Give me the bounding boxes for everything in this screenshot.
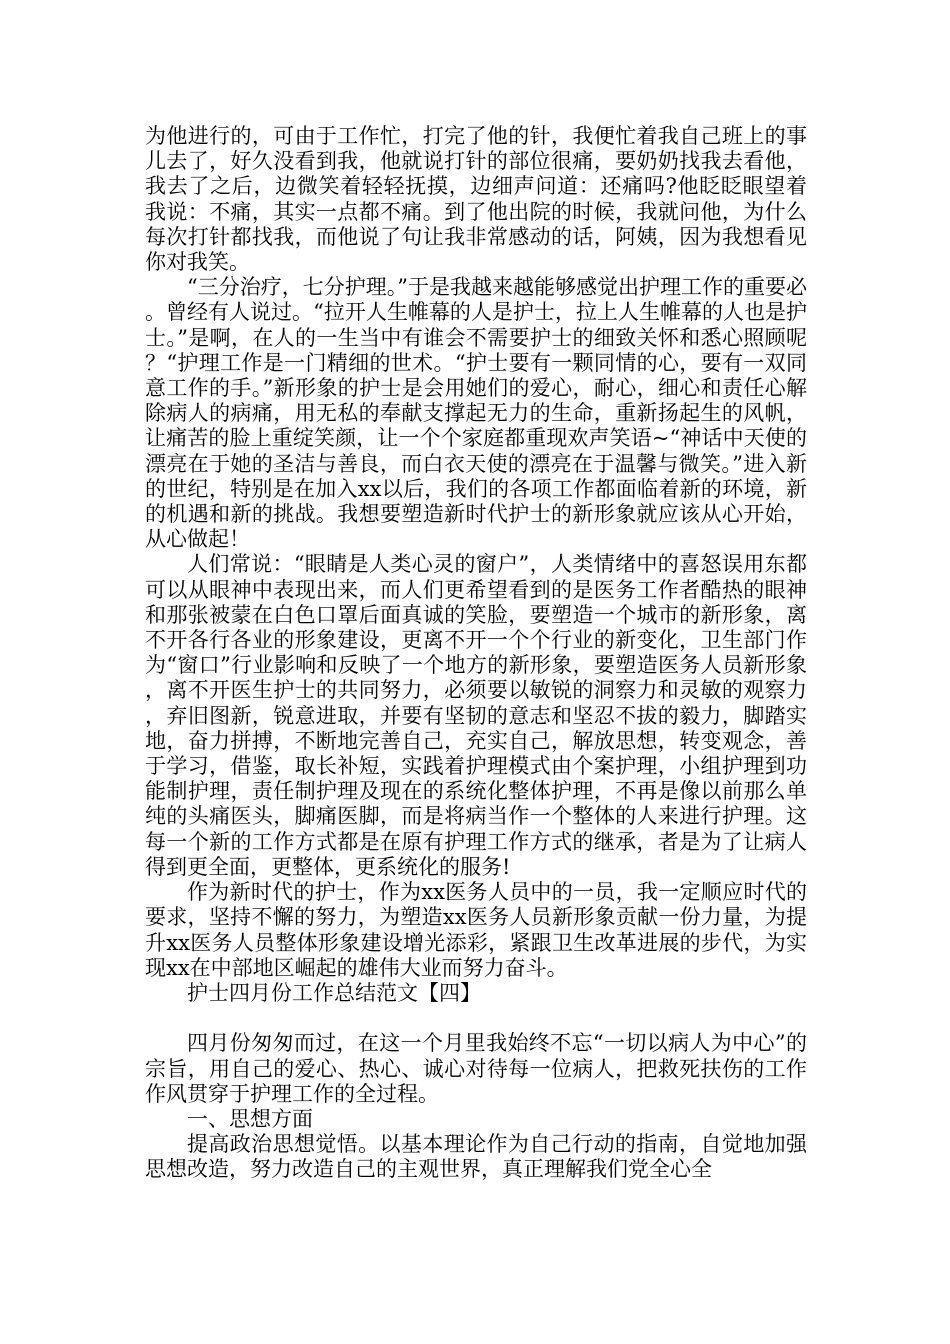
blank-line: [145, 1006, 807, 1031]
paragraph-eyes-window: 人们常说：“眼睛是人类心灵的窗户”，人类情绪中的喜怒误用东都可以从眼神中表现出来，而人们更希望看到的是医务工作者酷热的眼神和那张被蒙在白色口罩后面真诚的笑脸，要塑造一个城市的新形象，离不开各行各业的形象建设，更离不开一个个行业的新变化，卫生部门作为“窗口”行业影响和反映了一个地方的新形象，要塑造医务人员新形象，离不开医生护士的共同努力，必须要以敏锐的洞察力和灵敏的观察力，弃旧图新，锐意进取，并要有坚韧的意志和坚忍不拔的毅力，脚踏实地，奋力拼搏，不断地完善自己，充实自己，解放思想，转变观念，善于学习，借鉴，取长补短，实践着护理模式由个案护理，小组护理到功能制护理，责任制护理及现在的系统化整体护理，不再是像以前那么单纯的头痛医头，脚痛医脚，而是将病当作一个整体的人来进行护理。这每一个新的工作方式都是在原有护理工作方式的继承，者是为了让病人得到更全面，更整体，更系统化的服务!: [145, 552, 807, 879]
paragraph-political-awareness: 提高政治思想觉悟。以基本理论作为自己行动的指南，自觉地加强思想改造，努力改造自己的主观世界，真正理解我们党全心全: [145, 1132, 807, 1182]
paragraph-continuation: 为他进行的，可由于工作忙，打完了他的针，我便忙着我自己班上的事儿去了，好久没看到我，他就说打针的部位很痛，要奶奶找我去看他，我去了之后，边微笑着轻轻抚摸，边细声问道：还痛吗?他眨眨眼望着我说：不痛，其实一点都不痛。到了他出院的时候，我就问他，为什么每次打针都找我，而他说了句让我非常感动的话，阿姨，因为我想看见你对我笑。: [145, 124, 807, 275]
subheading-thought: 一、思想方面: [187, 1106, 313, 1131]
document-page: [145, 124, 807, 1183]
paragraph-april-summary: 四月份匆匆而过，在这一个月里我始终不忘“一切以病人为中心”的宗旨，用自己的爱心、热心、诚心对待每一位病人，把救死扶伤的工作作风贯穿于护理工作的全过程。: [145, 1031, 807, 1106]
paragraph-new-era-nurse: 作为新时代的护士，作为xx医务人员中的一员，我一定顺应时代的要求，坚持不懈的努力，为塑造xx医务人员新形象贡献一份力量，为提升xx医务人员整体形象建设增光添彩，紧跟卫生改革进展的步代，为实现xx在中部地区崛起的雄伟大业而努力奋斗。: [145, 880, 807, 980]
section-title: 护士四月份工作总结范文【四】: [187, 980, 481, 1005]
paragraph-nursing-importance: “三分治疗，七分护理。”于是我越来越能够感觉出护理工作的重要必。曾经有人说过。“拉开人生帷幕的人是护士，拉上人生帷幕的人也是护士。”是啊，在人的一生当中有谁会不需要护士的细致关怀和悉心照顾呢？“护理工作是一门精细的世术。“护士要有一颗同情的心，要有一双同意工作的手。”新形象的护士是会用她们的爱心，耐心，细心和责任心解除病人的病痛，用无私的奉献支撑起无力的生命，重新扬起生的风帆，让痛苦的脸上重绽笑颜，让一个个家庭都重现欢声笑语~“神话中天使的漂亮在于她的圣洁与善良，而白衣天使的漂亮在于温馨与微笑。”进入新的世纪，特别是在加入xx以后，我们的各项工作都面临着新的环境，新的机遇和新的挑战。我想要塑造新时代护士的新形象就应该从心开始，从心做起！: [145, 275, 807, 552]
